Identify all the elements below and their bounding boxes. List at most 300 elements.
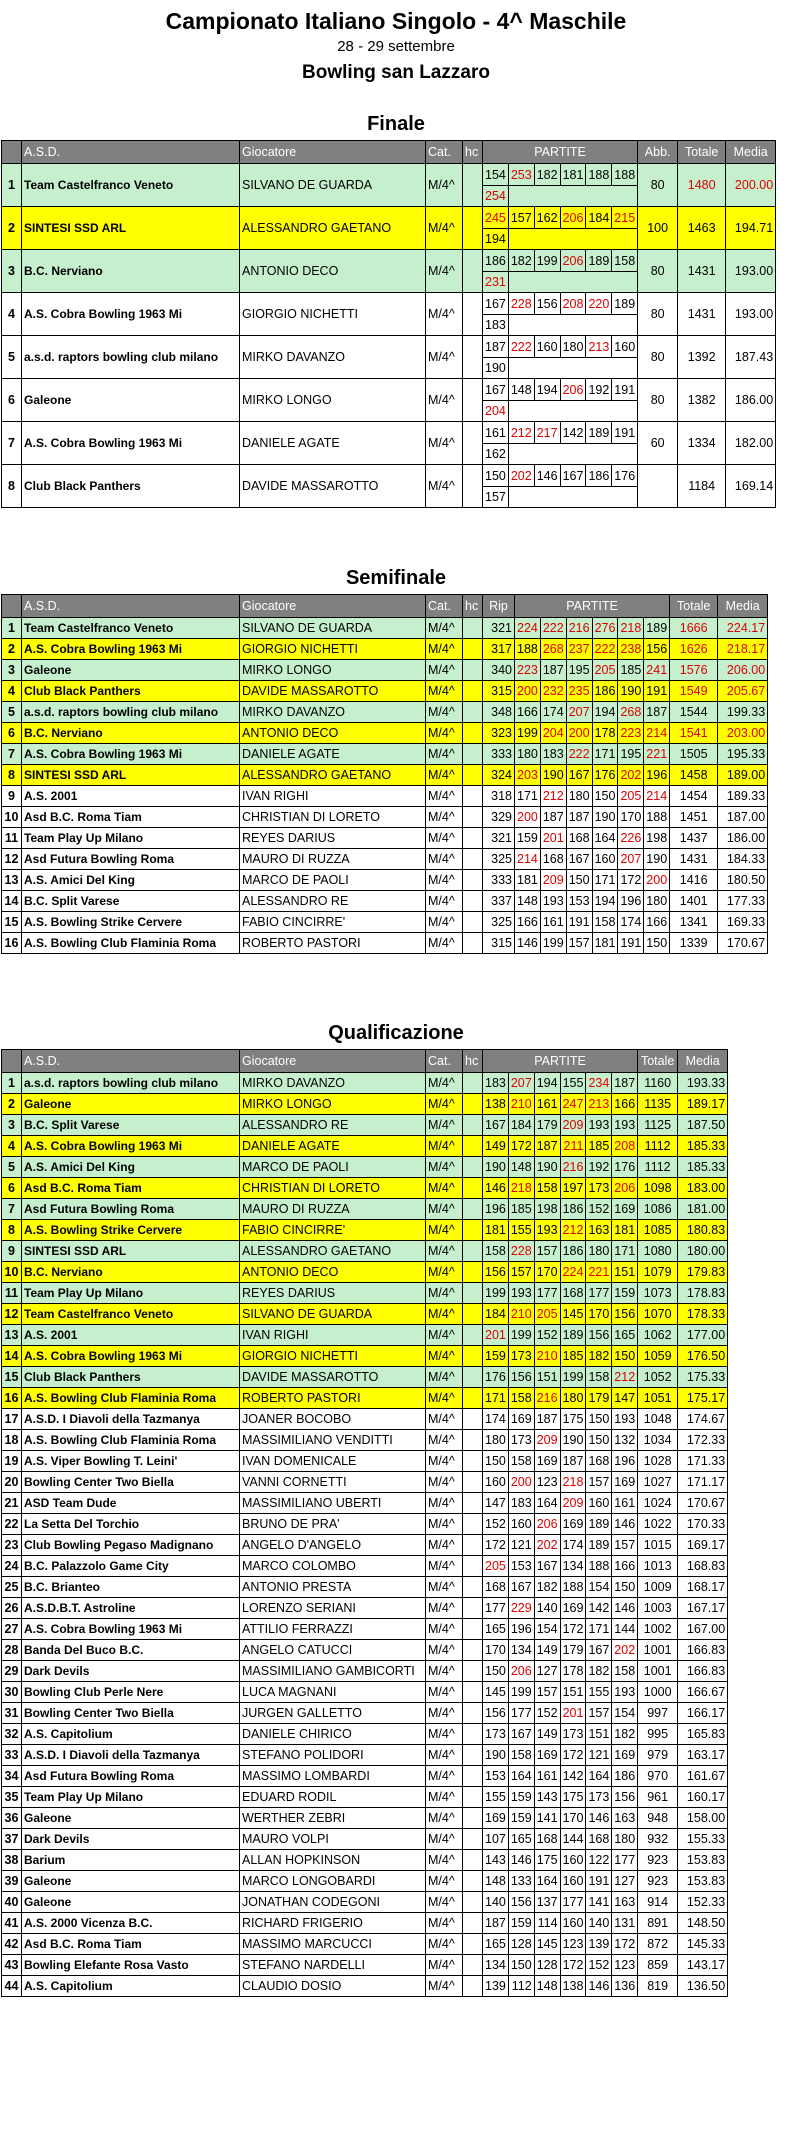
game-score: 199	[540, 933, 566, 954]
game-score: 139	[483, 1976, 509, 1997]
total-value: 1073	[638, 1283, 678, 1304]
table-row	[2, 891, 768, 912]
position: 19	[2, 1451, 22, 1472]
qualificazione-title: Qualificazione	[328, 1022, 464, 1044]
game-score: 191	[566, 912, 592, 933]
game-score: 160	[508, 1514, 534, 1535]
table-row	[2, 933, 768, 954]
table-row	[2, 723, 768, 744]
game-score: 157	[508, 207, 534, 229]
game-score: 211	[560, 1136, 586, 1157]
game-score: 155	[560, 1073, 586, 1094]
total-value: 819	[638, 1976, 678, 1997]
game-score: 150	[483, 465, 509, 487]
game-score: 206	[534, 1514, 560, 1535]
position: 12	[2, 1304, 22, 1325]
handicap	[463, 618, 483, 639]
total-value: 1013	[638, 1556, 678, 1577]
category: M/4^	[426, 1598, 463, 1619]
abb-value: 100	[638, 207, 678, 250]
game-score: 112	[508, 1976, 534, 1997]
game-score: 171	[592, 744, 618, 765]
total-value: 891	[638, 1913, 678, 1934]
game-score: 228	[508, 1241, 534, 1262]
handicap	[463, 1556, 483, 1577]
empty-cell	[508, 401, 637, 422]
game-score: 188	[515, 639, 541, 660]
team-name: A.S. Bowling Club Flaminia Roma	[22, 1388, 240, 1409]
game-score: 178	[592, 723, 618, 744]
game-score: 164	[534, 1871, 560, 1892]
table-row	[2, 1073, 728, 1094]
average-value: 166.17	[678, 1703, 728, 1724]
team-name: Asd Futura Bowling Roma	[22, 849, 240, 870]
handicap	[463, 702, 483, 723]
game-score: 160	[560, 1913, 586, 1934]
game-score: 172	[560, 1955, 586, 1976]
category: M/4^	[426, 828, 463, 849]
table-row	[2, 639, 768, 660]
team-name: A.S. Cobra Bowling 1963 Mi	[22, 1619, 240, 1640]
game-score: 193	[534, 1220, 560, 1241]
game-score: 167	[560, 465, 586, 487]
position: 2	[2, 639, 22, 660]
game-score: 191	[644, 681, 670, 702]
game-score: 171	[612, 1241, 638, 1262]
team-name: A.S. Bowling Strike Cervere	[22, 912, 240, 933]
category: M/4^	[426, 1703, 463, 1724]
player-name: ROBERTO PASTORI	[240, 1388, 426, 1409]
average-value: 205.67	[718, 681, 768, 702]
position: 40	[2, 1892, 22, 1913]
player-name: DAVIDE MASSAROTTO	[240, 681, 426, 702]
total-value: 1009	[638, 1577, 678, 1598]
game-score: 276	[592, 618, 618, 639]
average-value: 203.00	[718, 723, 768, 744]
player-name: MASSIMO MARCUCCI	[240, 1934, 426, 1955]
game-score: 164	[534, 1493, 560, 1514]
handicap	[463, 1430, 483, 1451]
total-value: 1541	[670, 723, 718, 744]
total-value: 995	[638, 1724, 678, 1745]
semifinale-header-row	[2, 595, 768, 618]
category: M/4^	[426, 723, 463, 744]
game-score: 171	[515, 786, 541, 807]
table-row	[2, 1577, 728, 1598]
table-row	[2, 1892, 728, 1913]
player-name: ANTONIO PRESTA	[240, 1577, 426, 1598]
game-score: 202	[612, 1640, 638, 1661]
position: 26	[2, 1598, 22, 1619]
team-name: Galeone	[22, 379, 240, 422]
average-value: 166.67	[678, 1682, 728, 1703]
game-score: 190	[644, 849, 670, 870]
game-score: 159	[508, 1913, 534, 1934]
game-score: 154	[534, 1619, 560, 1640]
game-score: 180	[483, 1430, 509, 1451]
handicap	[463, 1682, 483, 1703]
table-row	[2, 250, 776, 272]
game-score: 154	[586, 1577, 612, 1598]
game-score: 187	[644, 702, 670, 723]
category: M/4^	[426, 660, 463, 681]
game-score: 192	[586, 379, 612, 401]
total-value: 1341	[670, 912, 718, 933]
game-score: 169	[560, 1598, 586, 1619]
table-row	[2, 1451, 728, 1472]
handicap	[463, 293, 483, 336]
table-row	[2, 1556, 728, 1577]
player-name: MIRKO DAVANZO	[240, 702, 426, 723]
table-row	[2, 1157, 728, 1178]
game-score: 164	[592, 828, 618, 849]
game-score: 214	[515, 849, 541, 870]
game-score: 156	[508, 1892, 534, 1913]
game-score: 205	[534, 1304, 560, 1325]
team-name: A.S. Bowling Club Flaminia Roma	[22, 933, 240, 954]
position: 16	[2, 1388, 22, 1409]
game-score: 160	[560, 1871, 586, 1892]
game-score: 190	[483, 358, 509, 379]
average-value: 189.00	[718, 765, 768, 786]
game-score: 180	[560, 1388, 586, 1409]
game-score: 168	[586, 1829, 612, 1850]
player-name: ANTONIO DECO	[240, 1262, 426, 1283]
game-score: 177	[612, 1850, 638, 1871]
game-score: 187	[612, 1073, 638, 1094]
average-value: 178.83	[678, 1283, 728, 1304]
game-score: 157	[612, 1535, 638, 1556]
table-row	[2, 618, 768, 639]
average-value: 161.67	[678, 1766, 728, 1787]
game-score: 186	[592, 681, 618, 702]
finale-table	[1, 140, 776, 508]
total-value: 1431	[678, 250, 726, 293]
total-value: 1024	[638, 1493, 678, 1514]
game-score: 173	[508, 1430, 534, 1451]
category: M/4^	[426, 1514, 463, 1535]
handicap	[463, 1598, 483, 1619]
game-score: 146	[612, 1598, 638, 1619]
handicap	[463, 639, 483, 660]
game-score: 186	[483, 250, 509, 272]
position: 3	[2, 250, 22, 293]
game-score: 169	[612, 1472, 638, 1493]
average-value: 158.00	[678, 1808, 728, 1829]
total-value: 1626	[670, 639, 718, 660]
game-score: 156	[612, 1304, 638, 1325]
team-name: a.s.d. raptors bowling club milano	[22, 702, 240, 723]
game-score: 127	[612, 1871, 638, 1892]
category: M/4^	[426, 379, 463, 422]
game-score: 134	[483, 1955, 509, 1976]
game-score: 185	[618, 660, 644, 681]
position: 15	[2, 1367, 22, 1388]
total-value: 1431	[678, 293, 726, 336]
semifinale-title: Semifinale	[345, 567, 447, 589]
team-name: Dark Devils	[22, 1829, 240, 1850]
category: M/4^	[426, 1220, 463, 1241]
category: M/4^	[426, 1262, 463, 1283]
category: M/4^	[426, 1073, 463, 1094]
team-name: Asd B.C. Roma Tiam	[22, 1934, 240, 1955]
category: M/4^	[426, 1367, 463, 1388]
team-name: Galeone	[22, 660, 240, 681]
game-score: 146	[483, 1178, 509, 1199]
position: 16	[2, 933, 22, 954]
handicap	[463, 422, 483, 465]
team-name: A.S. 2001	[22, 786, 240, 807]
category: M/4^	[426, 1640, 463, 1661]
rip-value: 321	[483, 618, 515, 639]
game-score: 189	[586, 250, 612, 272]
game-score: 152	[534, 1703, 560, 1724]
position: 25	[2, 1577, 22, 1598]
category: M/4^	[426, 336, 463, 379]
average-value: 177.00	[678, 1325, 728, 1346]
game-score: 183	[540, 744, 566, 765]
team-name: A.S. Cobra Bowling 1963 Mi	[22, 422, 240, 465]
header-abb: Abb.	[638, 141, 678, 164]
game-score: 180	[515, 744, 541, 765]
handicap	[463, 1619, 483, 1640]
game-score: 166	[612, 1094, 638, 1115]
position: 15	[2, 912, 22, 933]
game-score: 150	[566, 870, 592, 891]
team-name: La Setta Del Torchio	[22, 1514, 240, 1535]
team-name: Team Play Up Milano	[22, 1283, 240, 1304]
category: M/4^	[426, 1241, 463, 1262]
team-name: Galeone	[22, 1871, 240, 1892]
category: M/4^	[426, 164, 463, 207]
category: M/4^	[426, 765, 463, 786]
game-score: 143	[534, 1787, 560, 1808]
header-total: Totale	[670, 595, 718, 618]
header-avg: Media	[678, 1050, 728, 1073]
game-score: 151	[534, 1367, 560, 1388]
game-score: 152	[586, 1199, 612, 1220]
player-name: DANIELE AGATE	[240, 744, 426, 765]
team-name: A.S. Cobra Bowling 1963 Mi	[22, 1346, 240, 1367]
game-score: 194	[534, 1073, 560, 1094]
average-value: 168.83	[678, 1556, 728, 1577]
finale-header-row	[2, 141, 776, 164]
category: M/4^	[426, 1976, 463, 1997]
position: 2	[2, 1094, 22, 1115]
game-score: 209	[560, 1493, 586, 1514]
team-name: Bowling Center Two Biella	[22, 1703, 240, 1724]
game-score: 208	[612, 1136, 638, 1157]
average-value: 143.17	[678, 1955, 728, 1976]
game-score: 150	[644, 933, 670, 954]
team-name: A.S. Cobra Bowling 1963 Mi	[22, 293, 240, 336]
event-dates: 28 - 29 settembre	[337, 38, 455, 55]
handicap	[463, 1073, 483, 1094]
team-name: A.S. Viper Bowling T. Leini'	[22, 1451, 240, 1472]
game-score: 179	[534, 1115, 560, 1136]
handicap	[463, 891, 483, 912]
team-name: Bowling Club Perle Nere	[22, 1682, 240, 1703]
team-name: SINTESI SSD ARL	[22, 765, 240, 786]
game-score: 214	[644, 723, 670, 744]
game-score: 190	[592, 807, 618, 828]
game-score: 173	[586, 1178, 612, 1199]
position: 7	[2, 744, 22, 765]
game-score: 162	[534, 207, 560, 229]
total-value: 923	[638, 1850, 678, 1871]
game-score: 151	[560, 1682, 586, 1703]
game-score: 185	[586, 1136, 612, 1157]
game-score: 157	[566, 933, 592, 954]
total-value: 1480	[678, 164, 726, 207]
position: 18	[2, 1430, 22, 1451]
qualificazione-table	[1, 1049, 728, 1997]
game-score: 177	[483, 1598, 509, 1619]
game-score: 146	[586, 1976, 612, 1997]
game-score: 173	[508, 1346, 534, 1367]
position: 13	[2, 870, 22, 891]
game-score: 156	[483, 1262, 509, 1283]
game-score: 156	[586, 1325, 612, 1346]
game-score: 155	[483, 1787, 509, 1808]
game-score: 142	[560, 1766, 586, 1787]
handicap	[463, 1535, 483, 1556]
game-score: 268	[618, 702, 644, 723]
game-score: 170	[560, 1808, 586, 1829]
table-row	[2, 1199, 728, 1220]
player-name: DANIELE AGATE	[240, 422, 426, 465]
average-value: 163.17	[678, 1745, 728, 1766]
handicap	[463, 1178, 483, 1199]
rip-value: 321	[483, 828, 515, 849]
average-value: 183.00	[678, 1178, 728, 1199]
table-row	[2, 1388, 728, 1409]
rip-value: 333	[483, 744, 515, 765]
game-score: 167	[586, 1640, 612, 1661]
player-name: MASSIMO LOMBARDI	[240, 1766, 426, 1787]
game-score: 224	[515, 618, 541, 639]
team-name: A.S. 2000 Vicenza B.C.	[22, 1913, 240, 1934]
category: M/4^	[426, 1913, 463, 1934]
category: M/4^	[426, 1871, 463, 1892]
game-score: 161	[534, 1094, 560, 1115]
player-name: MIRKO DAVANZO	[240, 1073, 426, 1094]
handicap	[463, 1745, 483, 1766]
table-row	[2, 1136, 728, 1157]
game-score: 148	[483, 1871, 509, 1892]
game-score: 169	[612, 1745, 638, 1766]
total-value: 1070	[638, 1304, 678, 1325]
game-score: 191	[612, 379, 638, 401]
average-value: 177.33	[718, 891, 768, 912]
player-name: MARCO COLOMBO	[240, 1556, 426, 1577]
empty-cell	[508, 272, 637, 293]
game-score: 159	[508, 1787, 534, 1808]
table-row	[2, 1787, 728, 1808]
game-score: 163	[586, 1220, 612, 1241]
player-name: SILVANO DE GUARDA	[240, 618, 426, 639]
position: 2	[2, 207, 22, 250]
abb-value: 80	[638, 164, 678, 207]
position: 10	[2, 807, 22, 828]
game-score: 202	[534, 1535, 560, 1556]
game-score: 181	[612, 1220, 638, 1241]
rip-value: 333	[483, 870, 515, 891]
table-row	[2, 207, 776, 229]
game-score: 158	[483, 1241, 509, 1262]
player-name: ANGELO D'ANGELO	[240, 1535, 426, 1556]
game-score: 190	[483, 1157, 509, 1178]
category: M/4^	[426, 786, 463, 807]
game-score: 187	[560, 1451, 586, 1472]
handicap	[463, 1577, 483, 1598]
category: M/4^	[426, 1745, 463, 1766]
game-score: 185	[560, 1346, 586, 1367]
game-score: 193	[540, 891, 566, 912]
game-score: 221	[644, 744, 670, 765]
handicap	[463, 336, 483, 379]
handicap	[463, 723, 483, 744]
team-name: SINTESI SSD ARL	[22, 207, 240, 250]
game-score: 144	[560, 1829, 586, 1850]
position: 5	[2, 336, 22, 379]
position: 32	[2, 1724, 22, 1745]
game-score: 141	[534, 1808, 560, 1829]
position: 9	[2, 1241, 22, 1262]
game-score: 186	[560, 1241, 586, 1262]
game-score: 152	[586, 1955, 612, 1976]
game-score: 145	[534, 1934, 560, 1955]
abb-value: 80	[638, 336, 678, 379]
game-score: 189	[612, 293, 638, 315]
game-score: 187	[540, 660, 566, 681]
game-score: 184	[508, 1115, 534, 1136]
game-score: 184	[483, 1304, 509, 1325]
game-score: 155	[508, 1220, 534, 1241]
game-score: 182	[508, 250, 534, 272]
position: 4	[2, 1136, 22, 1157]
abb-value: 80	[638, 379, 678, 422]
header-rip: Rip	[483, 595, 515, 618]
total-value: 1382	[678, 379, 726, 422]
game-score: 205	[618, 786, 644, 807]
average-value: 153.83	[678, 1871, 728, 1892]
game-score: 197	[560, 1178, 586, 1199]
player-name: MARCO DE PAOLI	[240, 870, 426, 891]
category: M/4^	[426, 1829, 463, 1850]
total-value: 1112	[638, 1157, 678, 1178]
game-score: 199	[508, 1682, 534, 1703]
game-score: 181	[515, 870, 541, 891]
game-score: 182	[586, 1346, 612, 1367]
handicap	[463, 1766, 483, 1787]
game-score: 158	[508, 1451, 534, 1472]
position: 12	[2, 849, 22, 870]
table-row	[2, 1871, 728, 1892]
game-score: 232	[540, 681, 566, 702]
category: M/4^	[426, 1115, 463, 1136]
table-row	[2, 1850, 728, 1871]
game-score: 173	[483, 1724, 509, 1745]
game-score: 212	[612, 1367, 638, 1388]
category: M/4^	[426, 1619, 463, 1640]
total-value: 961	[638, 1787, 678, 1808]
player-name: JONATHAN CODEGONI	[240, 1892, 426, 1913]
player-name: MARCO DE PAOLI	[240, 1157, 426, 1178]
game-score: 158	[508, 1745, 534, 1766]
game-score: 177	[560, 1892, 586, 1913]
game-score: 245	[483, 207, 509, 229]
